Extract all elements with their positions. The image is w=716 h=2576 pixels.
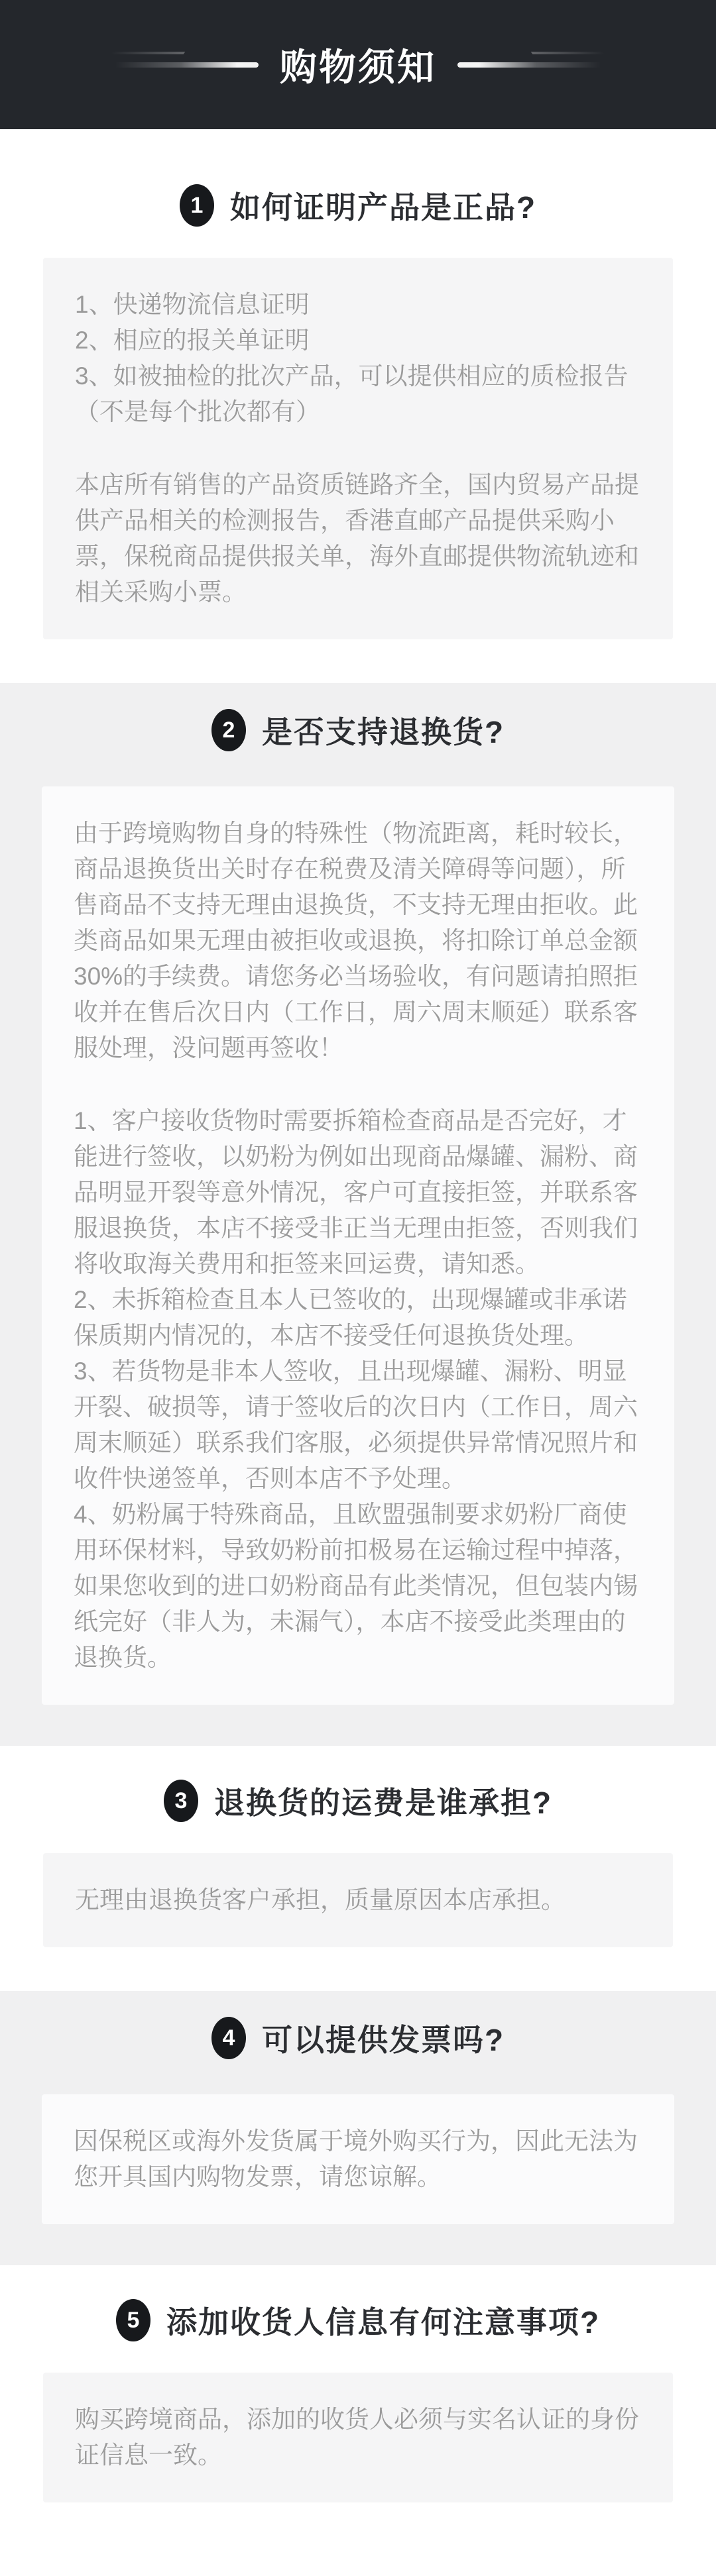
section-heading bbox=[0, 708, 716, 752]
notice-paragraph: 2、相应的报关单证明 bbox=[75, 327, 310, 354]
faq-section-4 bbox=[0, 1991, 716, 2265]
section-title: 如何证明产品是正品? bbox=[229, 190, 537, 225]
notice-paragraph: 3、如被抽检的批次产品，可以提供相应的质检报告（不是每个批次都有） bbox=[75, 362, 628, 425]
faq-section-5 bbox=[0, 2265, 716, 2546]
faq-section-1 bbox=[0, 129, 716, 683]
notice-paragraph: 因保税区或海外发货属于境外购买行为，因此无法为您开具国内购物发票，请您谅解。 bbox=[74, 2127, 638, 2190]
section-heading bbox=[0, 2016, 716, 2060]
section-number-badge: 4 bbox=[211, 2017, 246, 2059]
section-content-box bbox=[43, 258, 673, 639]
notice-paragraph: 由于跨境购物自身的特殊性（物流距离，耗时较长，商品退换货出关时存在税费及清关障碍等问题），所售商品不支持无理由退换货，不支持无理由拒收。此类商品如果无理由被拒收或退换，将扣除订单总金额30%的手续费。请您务必当场验收，有问题请拍照拒收并在售后次日内（工作日，周六周末顺延）联系客服处理，没问题再签收！ bbox=[74, 820, 638, 1061]
section-content-box bbox=[42, 2094, 674, 2224]
notice-paragraph: 无理由退换货客户承担，质量原因本店承担。 bbox=[75, 1886, 566, 1913]
faq-section-2 bbox=[0, 683, 716, 1746]
section-heading bbox=[0, 1779, 716, 1823]
notice-paragraph: 4、奶粉属于特殊商品，且欧盟强制要求奶粉厂商使用环保材料，导致奶粉前扣极易在运输过程中掉落，如果您收到的进口奶粉商品有此类情况，但包装内锡纸完好（非人为，未漏气），本店不接受此类理由的退换货。 bbox=[74, 1501, 638, 1671]
section-content-box bbox=[43, 2373, 673, 2502]
paragraph-spacer bbox=[75, 430, 641, 467]
section-heading bbox=[0, 2298, 716, 2342]
section-title: 是否支持退换货? bbox=[261, 715, 505, 749]
section-number-badge: 1 bbox=[180, 184, 214, 227]
faq-section-3 bbox=[0, 1746, 716, 1991]
notice-paragraph: 1、客户接收货物时需要拆箱检查商品是否完好，才能进行签收，以奶粉为例如出现商品爆罐、漏粉、商品明显开裂等意外情况，客户可直接拒签，并联系客服退换货，本店不接受非正当无理由拒签，否则我们将收取海关费用和拒签来回运费，请知悉。 bbox=[74, 1107, 638, 1277]
page-title: 购物须知 bbox=[280, 46, 436, 88]
page-header bbox=[0, 0, 716, 129]
section-heading bbox=[0, 184, 716, 227]
section-title: 可以提供发票吗? bbox=[261, 2023, 505, 2057]
section-number-badge: 2 bbox=[211, 709, 246, 751]
section-content-box bbox=[43, 1853, 673, 1947]
paragraph-spacer bbox=[74, 1066, 642, 1103]
section-number-badge: 3 bbox=[164, 1780, 198, 1822]
section-title: 退换货的运费是谁承担? bbox=[213, 1786, 553, 1820]
notice-paragraph: 3、若货物是非本人签收，且出现爆罐、漏粉、明显开裂、破损等，请于签收后的次日内（工作日，周六周末顺延）联系我们客服，必须提供异常情况照片和收件快递签单，否则本店不予处理。 bbox=[74, 1358, 638, 1492]
section-content-box bbox=[42, 786, 674, 1705]
notice-paragraph: 本店所有销售的产品资质链路齐全，国内贸易产品提供产品相关的检测报告，香港直邮产品提供采购小票，保税商品提供报关单，海外直邮提供物流轨迹和相关采购小票。 bbox=[75, 471, 639, 606]
section-number-badge: 5 bbox=[116, 2299, 150, 2341]
notice-paragraph: 购买跨境商品，添加的收货人必须与实名认证的身份证信息一致。 bbox=[75, 2406, 639, 2469]
decorative-line-right bbox=[457, 62, 601, 68]
section-title: 添加收货人信息有何注意事项? bbox=[166, 2305, 601, 2339]
decorative-line-left bbox=[115, 62, 259, 68]
faq-sections bbox=[0, 129, 716, 2546]
notice-paragraph: 1、快递物流信息证明 bbox=[75, 291, 310, 318]
notice-paragraph: 2、未拆箱检查且本人已签收的，出现爆罐或非承诺保质期内情况的，本店不接受任何退换货处理。 bbox=[74, 1286, 627, 1349]
